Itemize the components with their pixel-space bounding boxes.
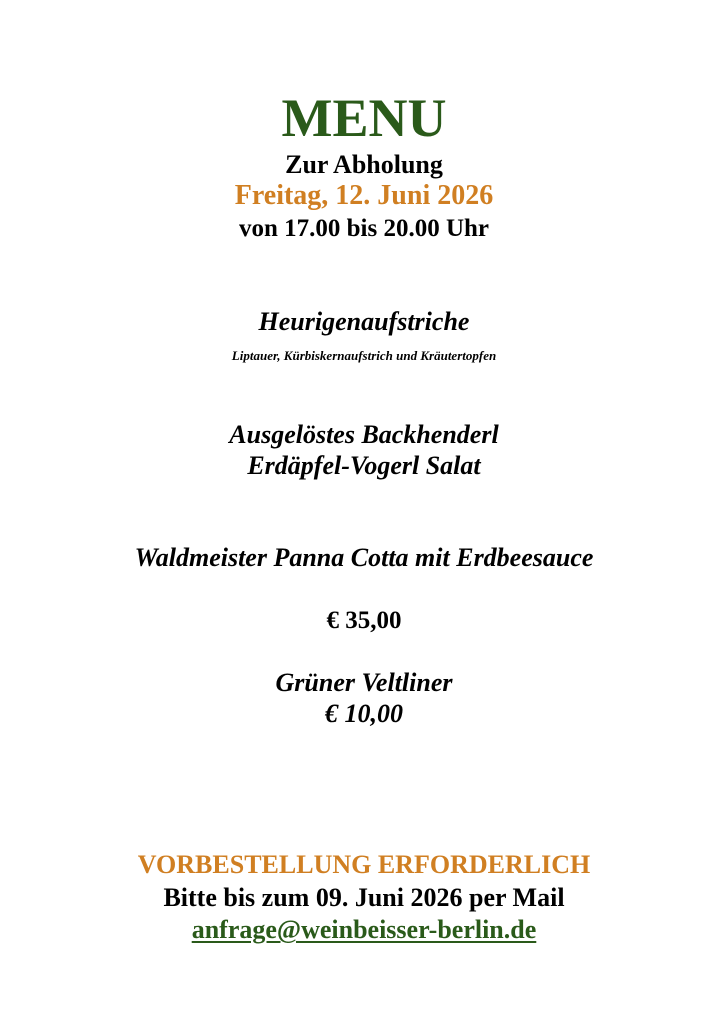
dessert-title: Waldmeister Panna Cotta mit Erdbeesauce <box>134 543 594 572</box>
starter-description: Liptauer, Kürbiskernaufstrich und Kräutertopfen <box>231 348 497 363</box>
preorder-heading: VORBESTELLUNG ERFORDERLICH <box>137 850 591 879</box>
starter-title: Heurigenaufstriche <box>258 307 470 336</box>
pickup-date: Freitag, 12. Juni 2026 <box>234 180 494 211</box>
pickup-subtitle: Zur Abholung <box>285 150 443 179</box>
order-email-link[interactable]: anfrage@weinbeisser-berlin.de <box>191 915 537 944</box>
preorder-note: Bitte bis zum 09. Juni 2026 per Mail <box>163 883 565 912</box>
wine-price: € 10,00 <box>325 699 403 728</box>
menu-price: € 35,00 <box>326 607 402 634</box>
wine-name: Grüner Veltliner <box>275 668 453 697</box>
menu-title: MENU <box>281 88 447 148</box>
pickup-time: von 17.00 bis 20.00 Uhr <box>238 215 490 242</box>
main-course-line-2: Erdäpfel-Vogerl Salat <box>247 451 481 480</box>
main-course-line-1: Ausgelöstes Backhenderl <box>229 420 499 449</box>
